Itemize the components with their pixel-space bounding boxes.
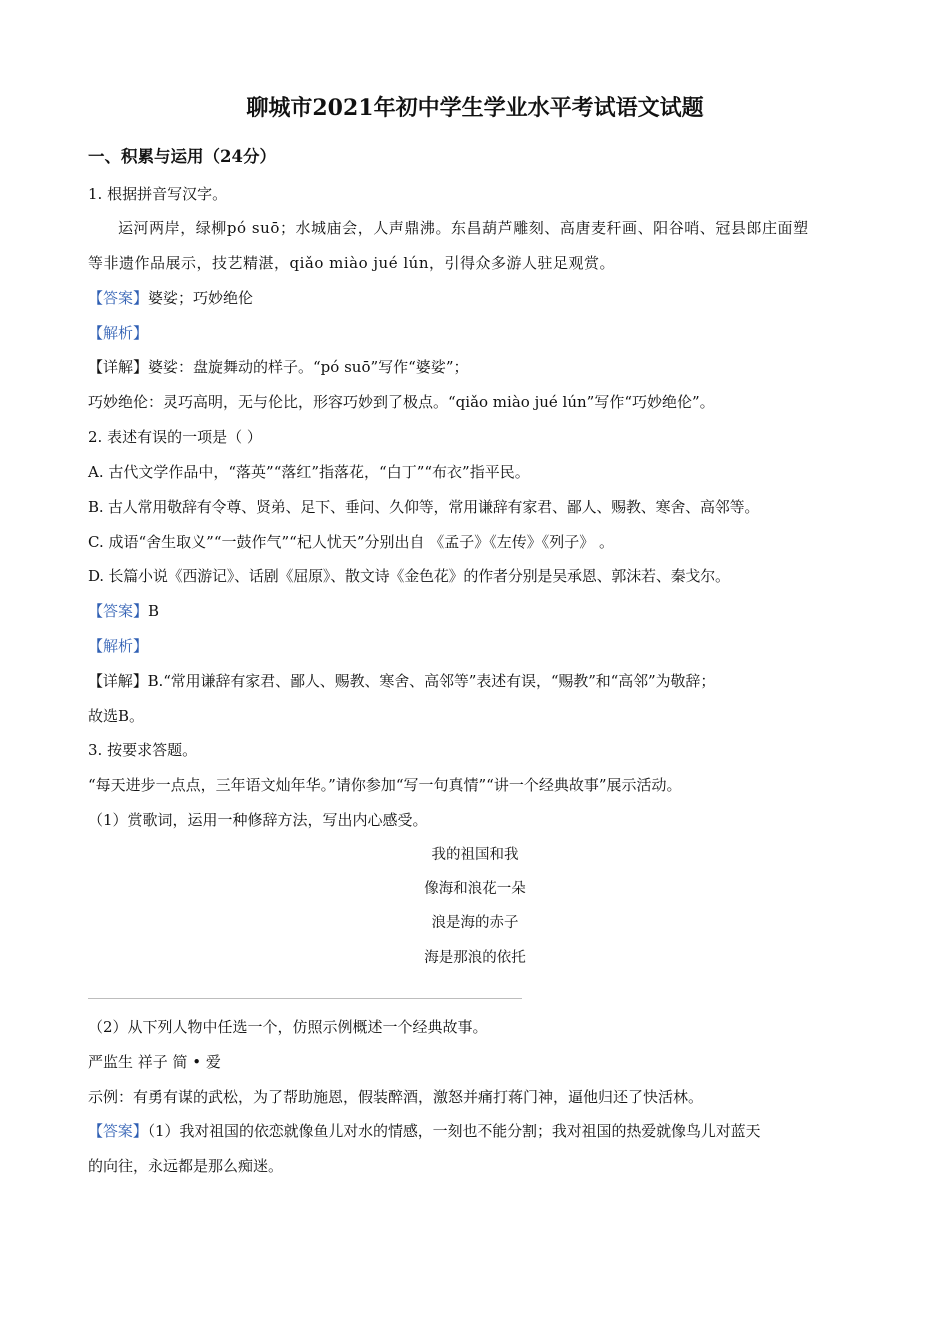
q1-detail-line2: 巧妙绝伦：灵巧高明，无与伦比，形容巧妙到了极点。“qiǎo miào jué lún”写作“巧妙绝伦”。 bbox=[88, 393, 715, 411]
section-heading: 一、积累与运用（24分） bbox=[88, 147, 276, 166]
q1-answer-line bbox=[88, 288, 253, 308]
q1-passage-line2: 等非遗作品展示，技艺精湛，qiǎo miào jué lún，引得众多游人驻足观赏。 bbox=[88, 254, 615, 272]
q3-intro: “每天进步一点点，三年语文灿年华。”请你参加“写一句真情”“讲一个经典故事”展示活动。 bbox=[88, 776, 682, 794]
q1-detail-line1 bbox=[88, 357, 468, 377]
q2-detail-line2: 故选B。 bbox=[88, 707, 145, 725]
q2-option-a: A. 古代文学作品中，“落英”“落红”指落花，“白丁”“布衣”指平民。 bbox=[88, 463, 530, 481]
detail-text: 婆娑：盘旋舞动的样子。“pó suō”写作“婆娑”； bbox=[148, 358, 469, 376]
poem-line: 像海和浪花一朵 bbox=[424, 881, 526, 897]
q3-stem: 3. 按要求答题。 bbox=[88, 741, 198, 759]
detail-text: B.“常用谦辞有家君、鄙人、赐教、寒舍、高邻等”表述有误，“赐教”和“高邻”为敬辞； bbox=[147, 672, 716, 690]
analysis-tag: 【解析】 bbox=[88, 324, 149, 342]
q3-characters: 严监生 祥子 简 • 爱 bbox=[88, 1053, 221, 1071]
q1-passage-line1: 运河两岸，绿柳pó suō；水城庙会，人声鼎沸。东昌葫芦雕刻、高唐麦秆画、阳谷哨、冠县郎庄面塑 bbox=[118, 219, 809, 237]
q3-part2: （2）从下列人物中任选一个，仿照示例概述一个经典故事。 bbox=[88, 1018, 488, 1036]
q3-answer-line2: 的向往，永远都是那么痴迷。 bbox=[88, 1157, 284, 1175]
q2-option-d: D. 长篇小说《西游记》、话剧《屈原》、散文诗《金色花》的作者分别是吴承恩、郭沫若、秦戈尔。 bbox=[88, 567, 730, 585]
answer-text: （1）我对祖国的依恋就像鱼儿对水的情感，一刻也不能分割；我对祖国的热爱就像鸟儿对蓝天 bbox=[147, 1122, 761, 1140]
detail-tag: 【详解】 bbox=[88, 358, 149, 376]
q2-option-c: C. 成语“舍生取义”“一鼓作气”“杞人忧天”分别出自 《孟子》《左传》《列子》 。 bbox=[88, 533, 615, 551]
poem-line: 浪是海的赤子 bbox=[431, 915, 519, 931]
analysis-tag: 【解析】 bbox=[88, 637, 149, 655]
q3-answer-line1 bbox=[88, 1121, 760, 1141]
answer-tag: 【答案】 bbox=[88, 289, 149, 307]
answer-divider-line bbox=[88, 998, 522, 999]
poem-line: 我的祖国和我 bbox=[431, 847, 519, 863]
answer-text: B bbox=[148, 602, 160, 620]
q2-option-b: B. 古人常用敬辞有令尊、贤弟、足下、垂问、久仰等，常用谦辞有家君、鄙人、赐教、寒舍、高邻等。 bbox=[88, 498, 760, 516]
page-title: 聊城市2021年初中学生学业水平考试语文试题 bbox=[246, 95, 704, 121]
q3-part1: （1）赏歌词，运用一种修辞方法，写出内心感受。 bbox=[88, 811, 428, 829]
detail-tag: 【详解】 bbox=[88, 672, 148, 690]
answer-tag: 【答案】 bbox=[88, 602, 149, 620]
answer-tag: 【答案】 bbox=[88, 1122, 148, 1140]
q2-answer-line bbox=[88, 601, 159, 621]
q2-stem: 2. 表述有误的一项是（ ） bbox=[88, 428, 262, 446]
q1-stem: 1. 根据拼音写汉字。 bbox=[88, 185, 228, 203]
poem-line: 海是那浪的依托 bbox=[424, 950, 526, 966]
q3-example: 示例：有勇有谋的武松，为了帮助施恩，假装醉酒，激怒并痛打蒋门神，逼他归还了快活林。 bbox=[88, 1088, 704, 1106]
answer-text: 婆娑；巧妙绝伦 bbox=[148, 289, 254, 307]
q2-detail-line1 bbox=[88, 671, 715, 691]
